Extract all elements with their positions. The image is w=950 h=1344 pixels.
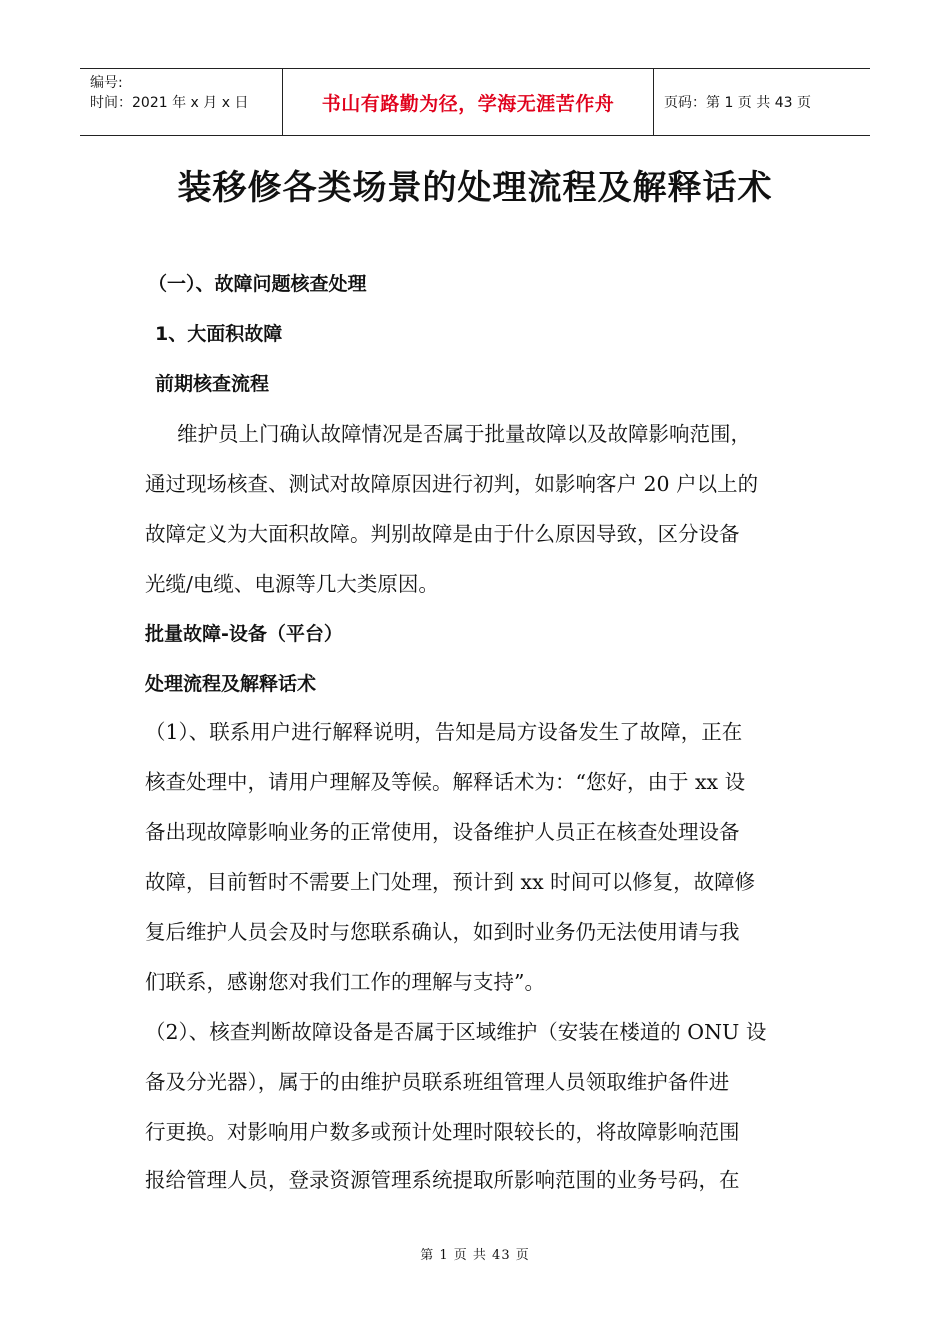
- paragraph-line: 复后维护人员会及时与您联系确认，如到时业务仍无法使用请与我: [145, 920, 740, 944]
- process-heading: 处理流程及解释话术: [145, 673, 317, 695]
- paragraph-line: 维护员上门确认故障情况是否属于批量故障以及故障影响范围，: [177, 422, 751, 446]
- header-meta-cell: [80, 69, 282, 135]
- paragraph-line: 行更换。对影响用户数多或预计处理时限较长的，将故障影响范围: [145, 1120, 740, 1144]
- paragraph-line: （2）、核查判断故障设备是否属于区域维护（安装在楼道的 ONU 设: [145, 1020, 767, 1044]
- time-label: 时间：2021 年 x 月 x 日: [90, 95, 249, 111]
- prelim-heading: 前期核查流程: [155, 373, 270, 395]
- page-footer: 第 1 页 共 43 页: [420, 1248, 530, 1263]
- motto-text: 书山有路勤为径，学海无涯苦作舟: [321, 92, 615, 115]
- paragraph-line: 备出现故障影响业务的正常使用，设备维护人员正在核查处理设备: [145, 820, 740, 844]
- paragraph-line: 备及分光器），属于的由维护员联系班组管理人员领取维护备件进: [145, 1070, 730, 1094]
- header-motto-cell: [282, 69, 654, 135]
- batch-heading: 批量故障-设备（平台）: [145, 623, 343, 645]
- paragraph-line: 报给管理人员，登录资源管理系统提取所影响范围的业务号码，在: [145, 1168, 740, 1192]
- page-label: 页码：第 1 页 共 43 页: [664, 95, 811, 111]
- paragraph-line: 故障定义为大面积故障。判别故障是由于什么原因导致，区分设备: [145, 522, 740, 546]
- paragraph-line: 通过现场核查、测试对故障原因进行初判，如影响客户 20 户以上的: [145, 472, 759, 496]
- paragraph-line: 光缆/电缆、电源等几大类原因。: [145, 572, 439, 596]
- header-table: [80, 68, 870, 136]
- section-heading: （一）、故障问题核查处理: [148, 273, 367, 295]
- document-title: 装移修各类场景的处理流程及解释话术: [177, 168, 773, 208]
- sub-heading: 1、大面积故障: [155, 323, 283, 345]
- header-page-cell: [654, 69, 870, 135]
- number-label: 编号:: [90, 75, 123, 91]
- paragraph-line: 核查处理中，请用户理解及等候。解释话术为：“您好，由于 xx 设: [145, 770, 746, 794]
- paragraph-line: 故障，目前暂时不需要上门处理，预计到 xx 时间可以修复，故障修: [145, 870, 756, 894]
- paragraph-line: 们联系，感谢您对我们工作的理解与支持”。: [145, 970, 545, 994]
- paragraph-line: （1）、联系用户进行解释说明，告知是局方设备发生了故障，正在: [145, 720, 743, 744]
